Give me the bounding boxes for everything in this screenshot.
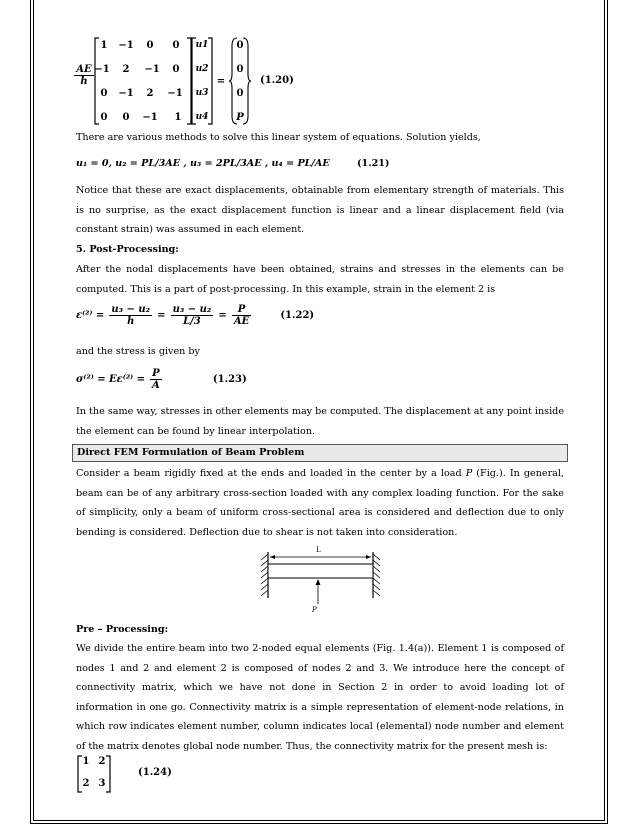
matrix-cell: 0 [172, 40, 180, 51]
matrix-cell: −1 [144, 64, 160, 75]
paragraph-stress-intro: and the stress is given by [76, 346, 200, 357]
matrix-cell: −1 [167, 88, 183, 99]
fraction [150, 368, 162, 391]
load-vector-cell: 0 [236, 88, 244, 99]
denominator: h [127, 316, 135, 327]
coef-denominator: h [80, 76, 88, 87]
paragraph-pre-processing: We divide the entire beam into two 2-noded equal elements (Fig. 1.4(a)). Element 1 is composed of nodes 1 and 2 and element 2 is composed of nodes 2 and 3. We introduce here the concept of connectivity matrix, which we have not done in Section 2 in order to avoid loading lot of information in one go. Connectivity matrix is a simple representation of element-node relations, in which row indicates element number, column indicates local (elemental) node number and element of the matrix denotes global node number. Thus, the connectivity matrix for the present mesh is: [76, 643, 564, 752]
paragraph-exact-displacements: Notice that these are exact displacements, obtainable from elementary strength of materials. This is no surprise, as the exact displacement function is linear and a linear displacement field (via constant strain) was assumed in each element. [76, 185, 564, 236]
fraction [232, 304, 251, 327]
matrix-cell: 0 [146, 40, 154, 51]
matrix-cell: 1 [100, 40, 108, 51]
matrix-cell: 0 [100, 88, 108, 99]
fraction [109, 304, 152, 327]
strain-lhs: ε⁽²⁾ = [76, 310, 105, 321]
matrix-cell: −1 [142, 112, 158, 123]
displacement-solution: u₁ = 0, u₂ = PL/3AE , u₃ = 2PL/3AE , u₄ = PL/AE [76, 158, 330, 169]
load-vector-cell: 0 [236, 64, 244, 75]
equation-1-21 [76, 158, 389, 169]
heading-post-processing: 5. Post-Processing: [76, 244, 179, 255]
matrix-cell: 0 [122, 112, 130, 123]
displacement-u2: u2 [195, 64, 209, 74]
load-vector-cell: 0 [236, 40, 244, 51]
section-heading: Direct FEM Formulation of Beam Problem [77, 447, 305, 458]
equation-number: (1.23) [212, 374, 247, 385]
stress-lhs: σ⁽²⁾ = Eε⁽²⁾ = [76, 374, 145, 385]
equation-1-23 [76, 368, 247, 391]
paragraph-other-elements: In the same way, stresses in other elements may be computed. The displacement at any point inside the element can be found by linear interpolation. [76, 406, 564, 437]
equals-sign: = [157, 310, 166, 321]
equation-number: (1.22) [280, 310, 315, 321]
load-vector-cell: P [236, 112, 244, 123]
matrix-cell: −1 [94, 64, 110, 75]
coef-numerator: AE [74, 64, 94, 76]
paragraph-solution-intro: There are various methods to solve this linear system of equations. Solution yields, [76, 132, 481, 143]
matrix-cell: −1 [118, 40, 134, 51]
equals-sign: = [216, 76, 226, 87]
matrix-cell: 0 [100, 112, 108, 123]
numerator: P [232, 304, 251, 316]
denominator: L/3 [183, 316, 201, 327]
denominator: AE [233, 316, 250, 327]
equation-1-22 [76, 304, 314, 327]
section-heading-box [72, 444, 568, 462]
connectivity-cell: 2 [98, 756, 106, 767]
connectivity-cell: 3 [98, 778, 106, 789]
connectivity-cell: 2 [82, 778, 90, 789]
matrix-cell: −1 [118, 88, 134, 99]
equation-number: (1.24) [138, 767, 172, 778]
fraction [171, 304, 214, 327]
displacement-u4: u4 [195, 112, 209, 122]
beam-load-label: P [312, 606, 317, 614]
numerator: P [150, 368, 162, 380]
numerator: u₃ − u₂ [111, 304, 151, 315]
paragraph-post-processing: After the nodal displacements have been obtained, strains and stresses in the elements can be computed. This is a part of post-processing. In this example, strain in the element 2 is [76, 264, 564, 295]
text-run: Consider a beam rigidly fixed at the ends and loaded in the center by a load [76, 468, 466, 479]
matrix-cell: 1 [174, 112, 182, 123]
matrix-cell: 2 [122, 64, 130, 75]
paragraph-beam-problem [76, 464, 564, 542]
equals-sign: = [218, 310, 227, 321]
displacement-u3: u3 [195, 88, 209, 98]
numerator: u₃ − u₂ [172, 304, 212, 315]
heading-pre-processing: Pre – Processing: [76, 624, 169, 635]
equation-number: (1.20) [260, 75, 294, 86]
displacement-u1: u1 [195, 40, 209, 50]
fixed-beam-figure [256, 542, 386, 618]
denominator: A [152, 380, 160, 391]
connectivity-cell: 1 [82, 756, 90, 767]
beam-length-label: L [316, 546, 321, 554]
matrix-cell: 2 [146, 88, 154, 99]
text-run: (Fig.). In general, beam can be of any arbitrary cross-section loaded with any complex loading function. For the sake of simplicity, only a beam of uniform cross-sectional area is considered and deflection due to only bending is considered. Deflection due to shear is not taken into consideration. [76, 468, 565, 538]
load-symbol: P [465, 468, 473, 479]
matrix-cell: 0 [172, 64, 180, 75]
equation-number: (1.21) [357, 158, 390, 169]
